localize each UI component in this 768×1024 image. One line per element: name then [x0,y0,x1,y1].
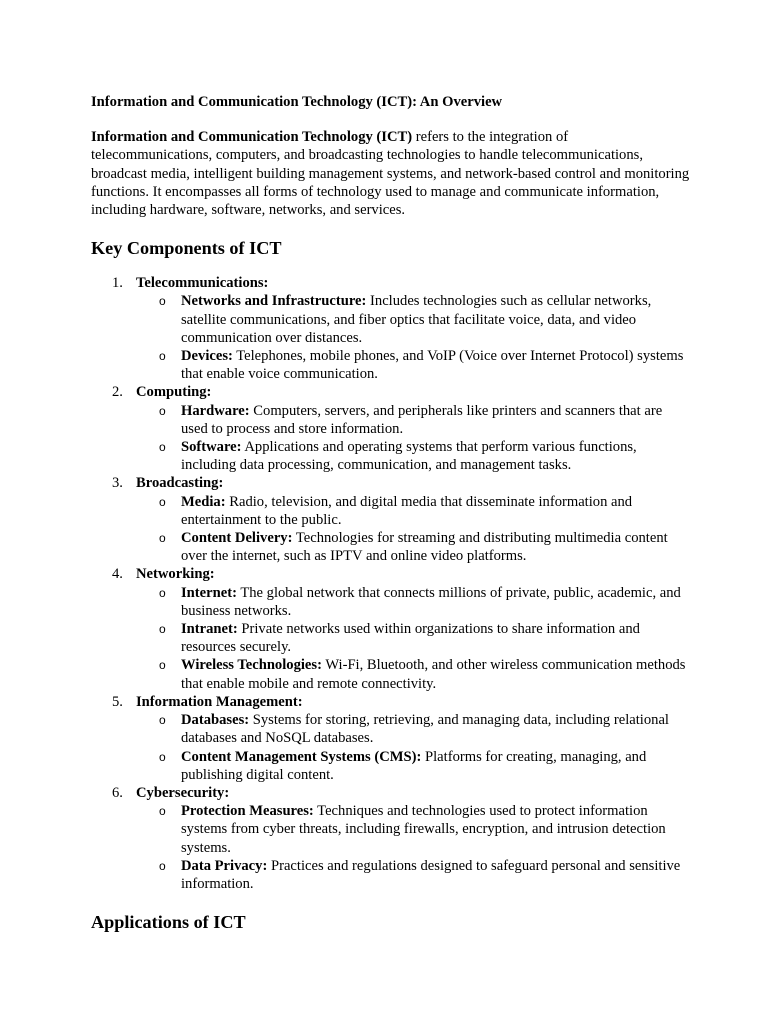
subitem [136,292,691,347]
subitem-text: Telephones, mobile phones, and VoIP (Voice over Internet Protocol) systems that enable voice communication. [181,348,684,383]
subitem-term: Content Management Systems (CMS): [181,748,422,765]
component-item [91,474,691,565]
subitem-list [136,292,691,383]
component-name: Networking: [136,566,215,583]
subitem [136,857,691,893]
subitem [136,438,691,474]
subitem-text: Private networks used within organizations to share information and resources securely. [181,621,640,656]
subitem-text: Systems for storing, retrieving, and managing data, including relational databases and NoSQL databases. [181,712,669,747]
subitem-term: Software: [181,439,242,456]
component-item [91,383,691,474]
subitem-list [136,802,691,893]
component-number: 3. [112,475,123,492]
subitem [136,748,691,784]
subitem-list [136,711,691,784]
circle-bullet-icon: o [159,749,166,764]
circle-bullet-icon: o [159,294,166,309]
subitem [136,402,691,438]
subitem-text: Computers, servers, and peripherals like printers and scanners that are used to process and store information. [181,402,663,437]
subitem-term: Protection Measures: [181,803,314,820]
subitem-term: Wireless Technologies: [181,657,322,674]
subitem-list [136,584,691,693]
circle-bullet-icon: o [159,494,166,509]
intro-term: Information and Communication Technology (ICT) [91,129,413,146]
subitem-text: Techniques and technologies used to protect information systems from cyber threats, including firewalls, encryption, and intrusion detection systems. [181,803,666,856]
subitem-term: Internet: [181,584,237,601]
circle-bullet-icon: o [159,713,166,728]
subitem-term: Databases: [181,712,250,729]
subitem-term: Media: [181,493,226,510]
subitem-list [136,402,691,475]
subitem-term: Content Delivery: [181,530,293,547]
applications-heading: Applications of ICT [91,912,246,933]
component-name: Computing: [136,384,212,401]
subitem [136,584,691,620]
key-components-heading: Key Components of ICT [91,238,282,259]
subitem [136,711,691,747]
subitem [136,529,691,565]
subitem [136,802,691,857]
component-number: 4. [112,566,123,583]
circle-bullet-icon: o [159,531,166,546]
subitem [136,493,691,529]
intro-paragraph [91,128,691,219]
components-list [91,274,691,893]
subitem [136,347,691,383]
circle-bullet-icon: o [159,349,166,364]
subitem-term: Hardware: [181,402,250,419]
component-number: 5. [112,693,123,710]
subitem-text: Technologies for streaming and distributing multimedia content over the internet, such as IPTV and online video platforms. [181,530,668,565]
subitem-text: Wi-Fi, Bluetooth, and other wireless communication methods that enable mobile and remote connectivity. [181,657,686,692]
circle-bullet-icon: o [159,440,166,455]
subitem-term: Networks and Infrastructure: [181,293,367,310]
component-item [91,784,691,893]
circle-bullet-icon: o [159,403,166,418]
component-item [91,693,691,784]
circle-bullet-icon: o [159,858,166,873]
subitem-text: Includes technologies such as cellular networks, satellite communications, and fiber optics that facilitate voice, data, and video communication over distances. [181,293,652,346]
subitem-text: Applications and operating systems that perform various functions, including data processing, communication, and management tasks. [181,439,637,474]
subitem-text: Practices and regulations designed to safeguard personal and sensitive information. [181,857,681,892]
component-name: Information Management: [136,693,303,710]
intro-text: refers to the integration of telecommunications, computers, and broadcasting technologies to handle telecommunications, broadcast media, intelligent building management systems, and network-based control and monitoring functions. It encompasses all forms of technology used to manage and communicate information, including hardware, software, networks, and services. [91,129,690,219]
circle-bullet-icon: o [159,622,166,637]
circle-bullet-icon: o [159,804,166,819]
subitem-list [136,493,691,566]
component-name: Broadcasting: [136,475,224,492]
subitem-term: Devices: [181,348,233,365]
component-name: Telecommunications: [136,275,269,292]
component-number: 1. [112,275,123,292]
circle-bullet-icon: o [159,658,166,673]
subitem-text: Platforms for creating, managing, and publishing digital content. [181,748,647,783]
component-name: Cybersecurity: [136,784,230,801]
subitem-text: The global network that connects millions of private, public, academic, and business networks. [181,584,681,619]
subitem-term: Intranet: [181,621,238,638]
subitem [136,656,691,692]
document-title: Information and Communication Technology (ICT): An Overview [91,94,503,110]
component-item [91,274,691,383]
subitem [136,620,691,656]
document-page [91,93,691,934]
subitem-term: Data Privacy: [181,857,268,874]
component-number: 6. [112,784,123,801]
component-number: 2. [112,384,123,401]
subitem-text: Radio, television, and digital media that disseminate information and entertainment to the public. [181,493,633,528]
circle-bullet-icon: o [159,585,166,600]
component-item [91,565,691,692]
